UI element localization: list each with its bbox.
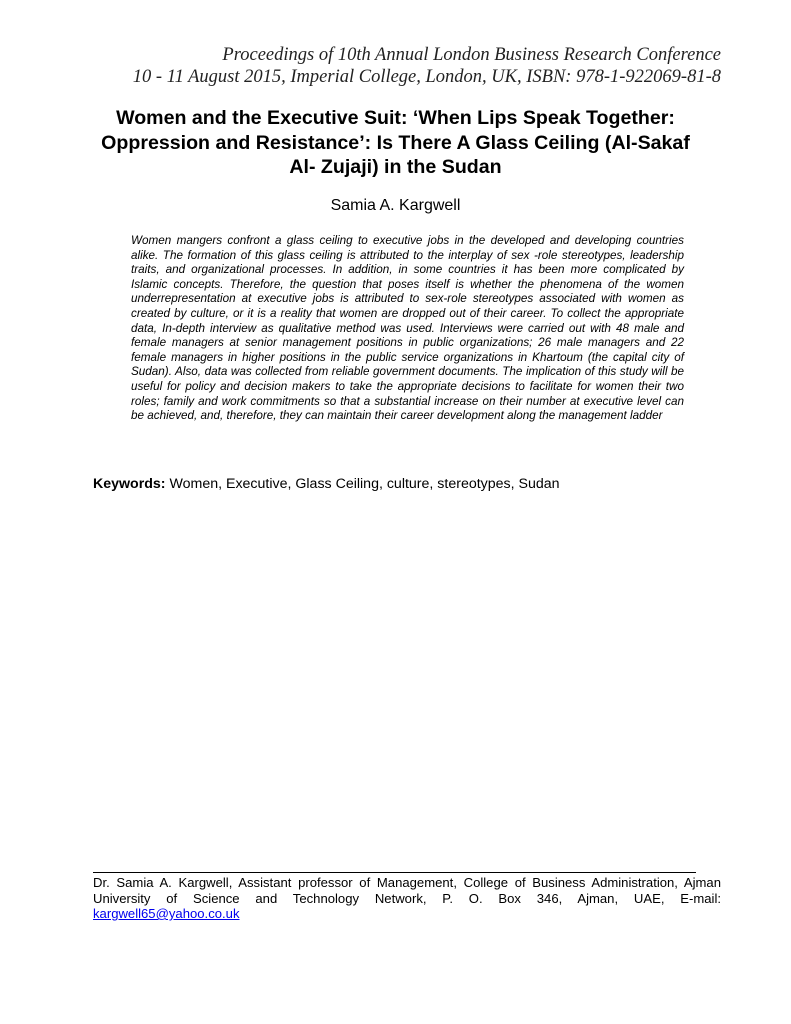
author-footnote bbox=[93, 875, 721, 922]
footnote-divider bbox=[93, 872, 696, 873]
keywords-label: Keywords: bbox=[93, 476, 166, 492]
conference-header-line-2: 10 - 11 August 2015, Imperial College, London, UK, ISBN: 978-1-922069-81-8 bbox=[132, 67, 721, 87]
paper-title: Women and the Executive Suit: ‘When Lips Speak Together: Oppression and Resistance’: Is There A Glass Ceiling (Al-Sakaf Al- Zujaji) in the Sudan bbox=[101, 107, 690, 178]
footnote-text: Dr. Samia A. Kargwell, Assistant professor of Management, College of Business Administration, Ajman University of Science and Technology Network, P. O. Box 346, Ajman, UAE, E-mail: bbox=[93, 875, 721, 906]
keywords-text: Women, Executive, Glass Ceiling, culture, stereotypes, Sudan bbox=[165, 476, 560, 492]
conference-header-line-1: Proceedings of 10th Annual London Business Research Conference bbox=[222, 45, 721, 65]
email-link[interactable]: kargwell65@yahoo.co.uk bbox=[93, 906, 240, 921]
author-name: Samia A. Kargwell bbox=[330, 197, 461, 214]
abstract: Women mangers confront a glass ceiling to executive jobs in the developed and developing countries alike. The formation of this glass ceiling is attributed to the interplay of sex -role stereotypes, leadership traits, and organizational processes. In addition, in some countries it has been more complicated by Islamic concepts. Therefore, the question that poses itself is whether the phenomena of the women underrepresentation at executive jobs is attributed to sex-role stereotypes associated with women as created by culture, or it is a reality that women are dropped out of their career. To collect the appropriate data, In-depth interview as qualitative method was used. Interviews were carried out with 48 male and female managers at senior management positions in public organizations; 26 male managers and 22 female managers in higher positions in the public service organizations in Khartoum (the capital city of Sudan). Also, data was collected from reliable government documents. The implication of this study will be useful for policy and decision makers to take the appropriate decisions to facilitate for women their two roles; family and work commitments so that a substantial increase on their number at executive level can be achieved, and, therefore, they can maintain their career development along the management ladder bbox=[131, 234, 684, 423]
keywords bbox=[93, 475, 560, 493]
conference-header bbox=[133, 44, 721, 88]
